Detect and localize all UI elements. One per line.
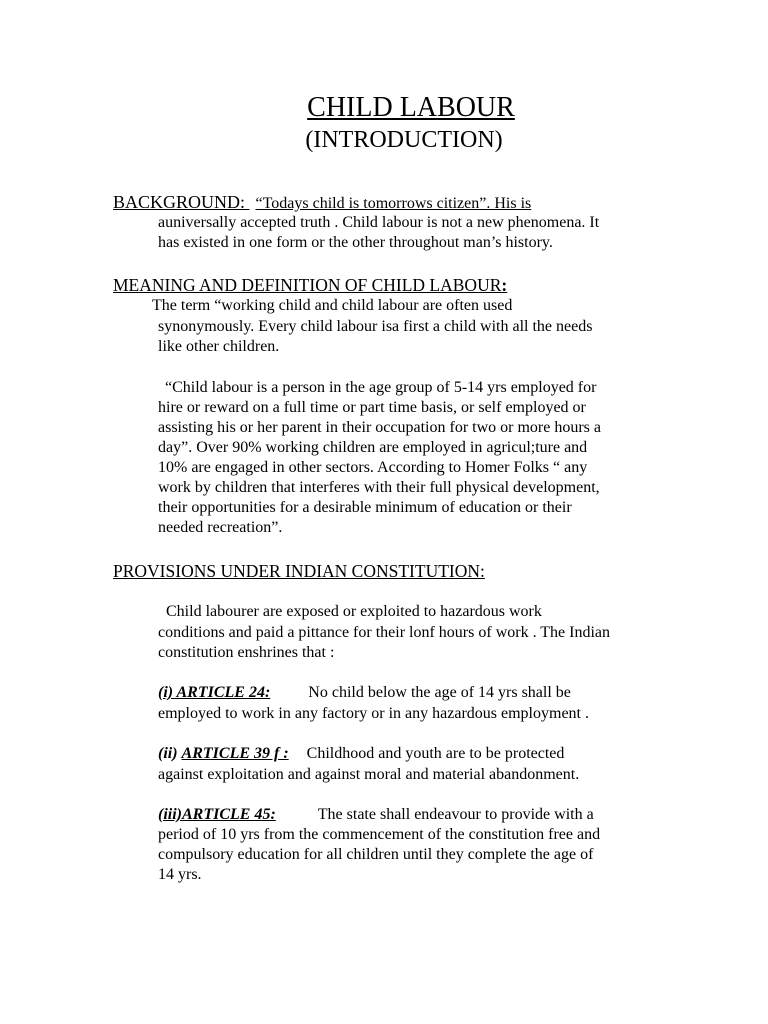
background-heading: BACKGROUND: bbox=[113, 192, 246, 212]
article-45-text-3: compulsory education for all children until they complete the age of bbox=[158, 846, 594, 863]
meaning-para1-line-2: synonymously. Every child labour isa first a child with all the needs bbox=[158, 318, 593, 335]
background-text-line-2: auniversally accepted truth . Child labour is not a new phenomena. It bbox=[158, 214, 600, 231]
meaning-para1-line-3: like other children. bbox=[158, 338, 280, 355]
article-45-text-4: 14 yrs. bbox=[158, 866, 202, 883]
article-24-text-2: employed to work in any factory or in any hazardous employment . bbox=[158, 705, 589, 722]
article-39f-text-1: Childhood and youth are to be protected bbox=[306, 745, 565, 762]
article-39f-text-2: against exploitation and against moral and material abandonment. bbox=[158, 766, 580, 783]
meaning-para2-line-1: “Child labour is a person in the age group of 5-14 yrs employed for bbox=[165, 379, 597, 396]
meaning-para2-line-6: work by children that interferes with their full physical development, bbox=[158, 479, 600, 496]
meaning-para1-line-1: The term “working child and child labour are often used bbox=[152, 297, 513, 314]
meaning-para2-line-5: 10% are engaged in other sectors. According to Homer Folks “ any bbox=[158, 459, 588, 476]
meaning-para2-line-2: hire or reward on a full time or part time basis, or self employed or bbox=[158, 399, 586, 416]
article-24-line-1 bbox=[158, 683, 571, 703]
article-39f-prefix: (ii) bbox=[158, 745, 178, 762]
provisions-intro-line-2: conditions and paid a pittance for their lonf hours of work . The Indian bbox=[158, 624, 611, 641]
meaning-para2-line-8: needed recreation”. bbox=[158, 519, 283, 536]
article-45-label: (iii)ARTICLE 45: bbox=[158, 806, 276, 823]
background-heading-line bbox=[113, 191, 531, 215]
article-45-text-1: The state shall endeavour to provide with a bbox=[317, 806, 594, 823]
article-39f-line-1 bbox=[158, 744, 564, 764]
article-45-text-2: period of 10 yrs from the commencement of the constitution free and bbox=[158, 826, 601, 843]
provisions-intro-line-3: constitution enshrines that : bbox=[158, 644, 335, 661]
article-45-line-1 bbox=[158, 805, 594, 825]
provisions-intro-line-1: Child labourer are exposed or exploited to hazardous work bbox=[166, 603, 542, 620]
meaning-heading-line bbox=[113, 274, 507, 296]
background-text-line-1: “Todays child is tomorrows citizen”. His is bbox=[255, 195, 532, 212]
meaning-para2-line-3: assisting his or her parent in their occupation for two or more hours a bbox=[158, 419, 601, 436]
provisions-heading: PROVISIONS UNDER INDIAN CONSTITUTION: bbox=[113, 561, 485, 581]
background-text-line-3: has existed in one form or the other throughout man’s history. bbox=[158, 234, 553, 251]
page-title: CHILD LABOUR bbox=[307, 92, 515, 123]
article-24-label: (i) ARTICLE 24: bbox=[158, 684, 271, 701]
article-24-text-1: No child below the age of 14 yrs shall be bbox=[308, 684, 571, 701]
article-39f-label: ARTICLE 39 f : bbox=[181, 745, 289, 762]
meaning-para2-line-4: day”. Over 90% working children are employed in agricul;ture and bbox=[158, 439, 588, 456]
meaning-heading: MEANING AND DEFINITION OF CHILD LABOUR bbox=[113, 275, 502, 295]
meaning-heading-colon: : bbox=[501, 275, 508, 295]
meaning-para2-line-7: their opportunities for a desirable minimum of education or their bbox=[158, 499, 572, 516]
page-subtitle: (INTRODUCTION) bbox=[305, 127, 503, 153]
